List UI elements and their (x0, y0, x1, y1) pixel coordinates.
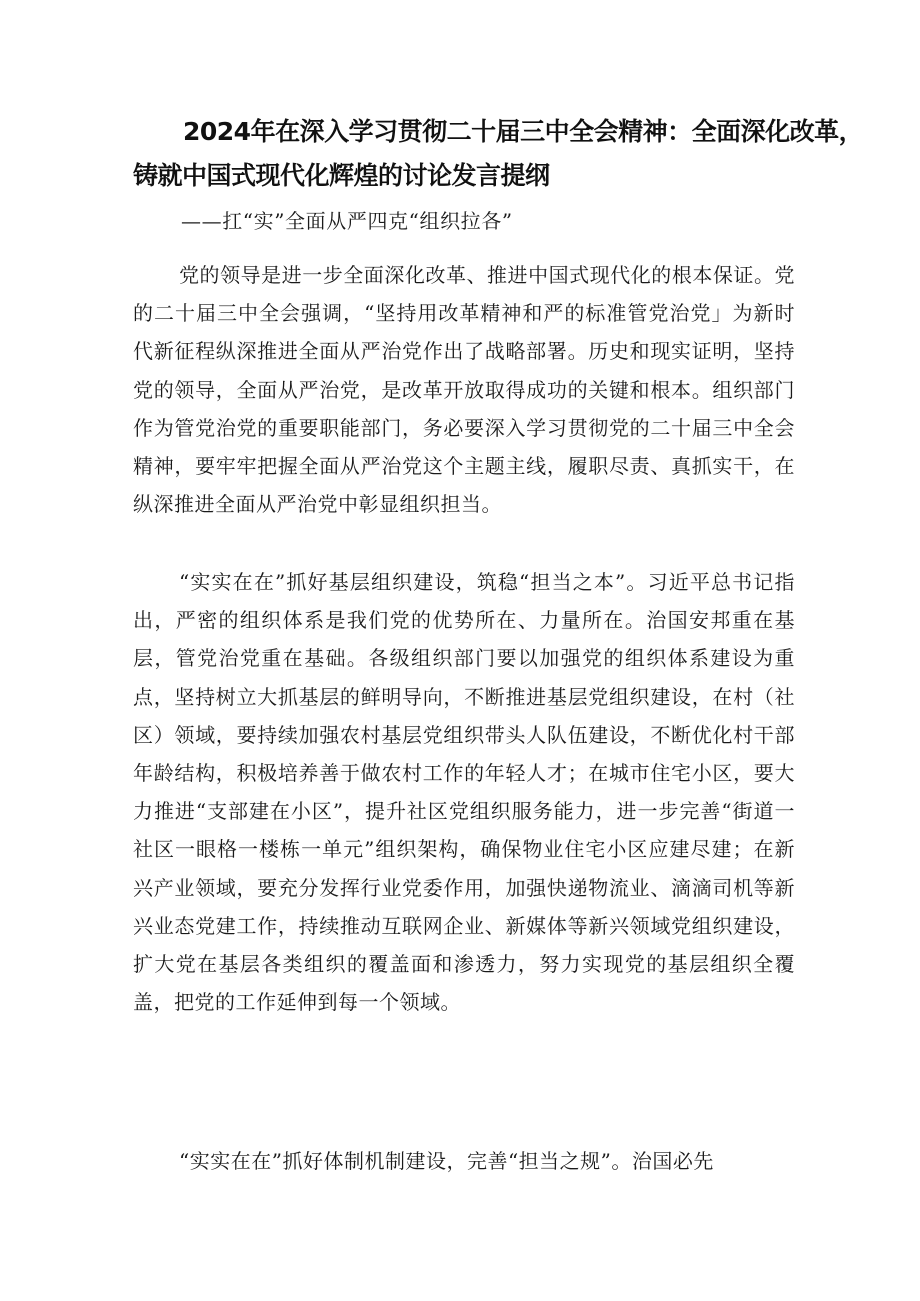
document-title-line-2: 铸就中国式现代化辉煌的讨论发言提纲 (133, 161, 550, 190)
paragraph-intro: 党的领导是进一步全面深化改革、推进中国式现代化的根本保证。党的二十届三中全会强调，“坚持用改革精神和严的标准管党治党」为新时代新征程纵深推进全面从严治党作出了战略部署。历史和现实证明，坚持党的领导，全面从严治党，是改革开放取得成功的关键和根本。组织部门作为管党治党的重要职能部门，务必要深入学习贯彻党的二十届三中全会精神，要牢牢把握全面从严治党这个主题主线，履职尽责、真抓实干，在纵深推进全面从严治党中彰显组织担当。 (133, 263, 795, 517)
document-subtitle: ——扛“实”全面从严四克“组织拉各” (181, 209, 513, 233)
paragraph-grassroots-organization: “实实在在”抓好基层组织建设，筑稳“担当之本”。习近平总书记指出，严密的组织体系是我们党的优势所在、力量所在。治国安邦重在基层，管党治党重在基础。各级组织部门要以加强党的组织体系建设为重点，坚持树立大抓基层的鲜明导向，不断推进基层党组织建设，在村（社区）领域，要持续加强农村基层党组织带头人队伍建设，不断优化村干部年龄结构，积极培养善于做农村工作的年轻人才；在城市住宅小区，要大力推进“支部建在小区”，提升社区党组织服务能力，进一步完善“街道一社区一眼格一楼栋一单元”组织架构，确保物业住宅小区应建尽建；在新兴产业领域，要充分发挥行业党委作用，加强快递物流业、滴滴司机等新兴业态党建工作，持续推动互联网企业、新媒体等新兴领域党组织建设，扩大党在基层各类组织的覆盖面和渗透力，努力实现党的基层组织全覆盖，把党的工作延伸到每一个领域。 (133, 570, 795, 1015)
paragraph-institutional-mechanism: “实实在在”抓好体制机制建设，完善“担当之规”。治国必先 (179, 1149, 714, 1173)
document-title-line-1: 2024年在深入学习贯彻二十届三中全会精神：全面深化改革， (183, 117, 864, 146)
